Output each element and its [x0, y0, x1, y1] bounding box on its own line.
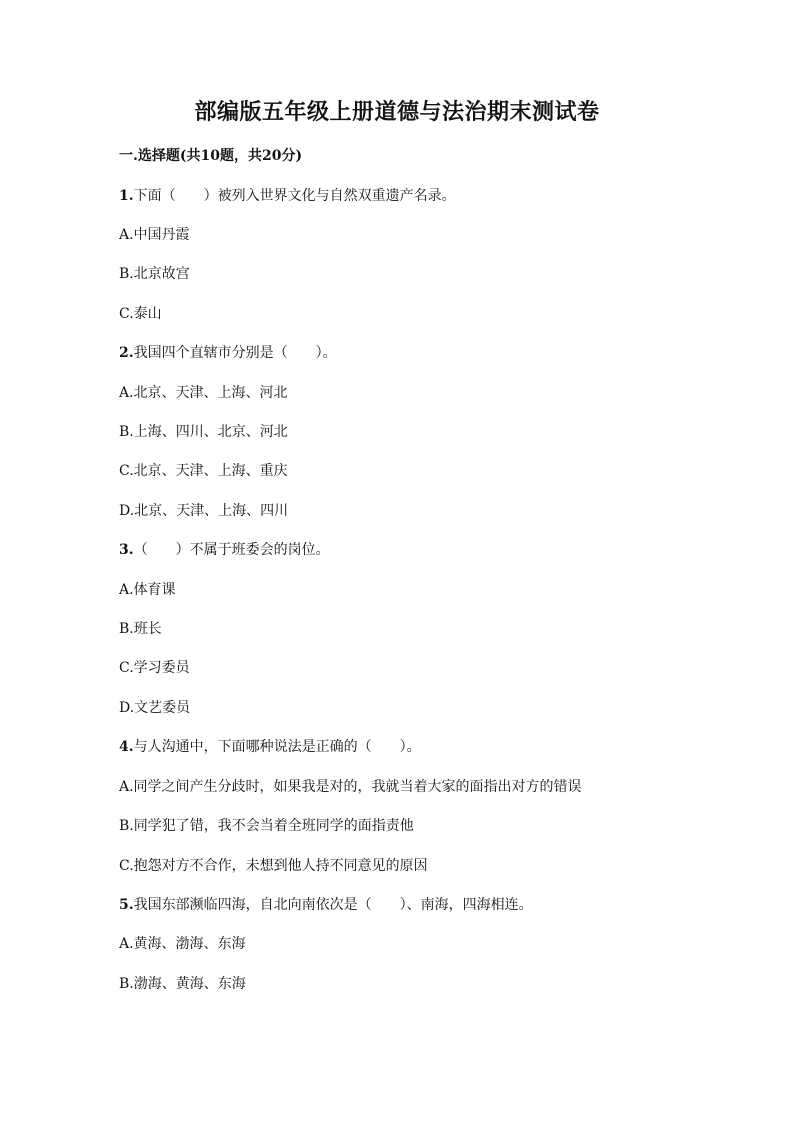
question-text: 我国四个直辖市分别是（ ）。 [133, 345, 337, 361]
section-heading: 一.选择题(共10题，共20分) [119, 148, 303, 164]
question-2-option-d: D.北京、天津、上海、四川 [119, 503, 289, 519]
question-2-option-c: C.北京、天津、上海、重庆 [119, 463, 288, 479]
question-number: 1. [119, 188, 134, 204]
question-4-option-a: A.同学之间产生分歧时，如果我是对的，我就当着大家的面指出对方的错误 [119, 779, 582, 795]
question-1-stem [119, 185, 456, 207]
question-5-option-a: A.黄海、渤海、东海 [119, 936, 246, 952]
question-4-stem [119, 736, 421, 758]
question-2-option-a: A.北京、天津、上海、河北 [119, 385, 288, 401]
question-number: 4. [119, 739, 134, 755]
question-3-option-b: B.班长 [119, 621, 162, 637]
question-5-option-b: B.渤海、黄海、东海 [119, 976, 246, 992]
question-3-option-a: A.体育课 [119, 582, 176, 598]
question-3-option-d: D.文艺委员 [119, 700, 191, 716]
question-text: 下面（ ）被列入世界文化与自然双重遗产名录。 [133, 188, 456, 204]
question-5-stem [119, 894, 533, 916]
question-2-stem [119, 342, 337, 364]
question-text: （ ）不属于班委会的岗位。 [133, 542, 330, 558]
question-number: 3. [119, 542, 134, 558]
question-3-stem [119, 539, 330, 561]
question-1-option-b: B.北京故宫 [119, 266, 190, 282]
question-4-option-b: B.同学犯了错，我不会当着全班同学的面指责他 [119, 818, 414, 834]
question-text: 与人沟通中，下面哪种说法是正确的（ ）。 [133, 739, 421, 755]
page-title: 部编版五年级上册道德与法治期末测试卷 [194, 99, 600, 125]
question-2-option-b: B.上海、四川、北京、河北 [119, 424, 288, 440]
question-number: 5. [119, 897, 134, 913]
question-text: 我国东部濒临四海，自北向南依次是（ ）、南海，四海相连。 [133, 897, 533, 913]
question-3-option-c: C.学习委员 [119, 660, 190, 676]
question-4-option-c: C.抱怨对方不合作，未想到他人持不同意见的原因 [119, 858, 428, 874]
question-1-option-a: A.中国丹霞 [119, 227, 190, 243]
question-1-option-c: C.泰山 [119, 306, 162, 322]
question-number: 2. [119, 345, 134, 361]
